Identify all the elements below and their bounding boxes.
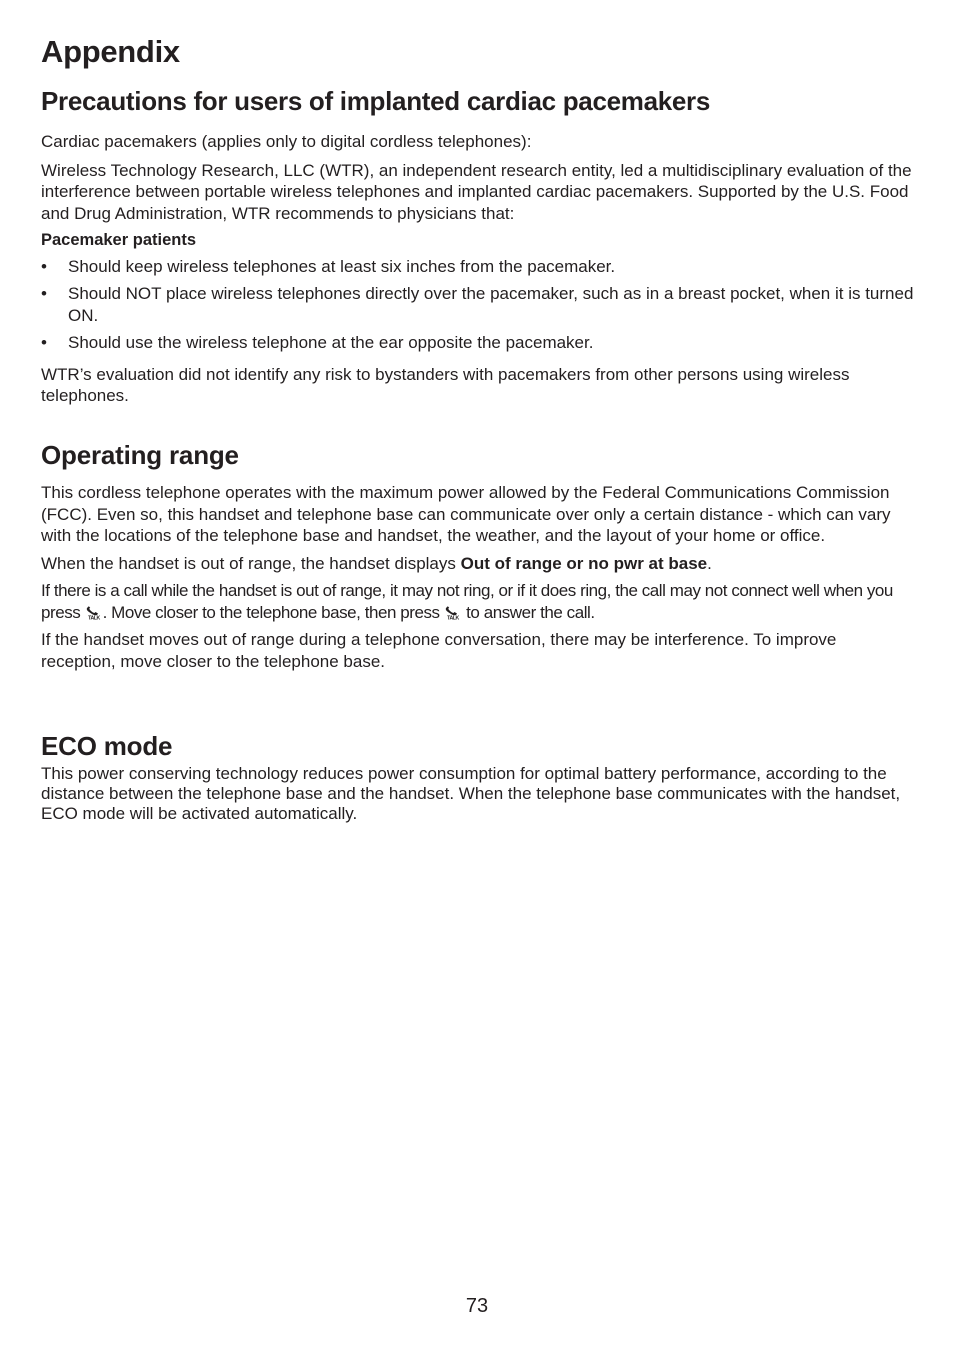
talk-key-icon xyxy=(85,604,103,618)
list-item-text: Should keep wireless telephones at least six inches from the pacemaker. xyxy=(68,256,616,276)
out-of-range-text: When the handset is out of range, the handset displays xyxy=(41,553,461,573)
talk-key-icon xyxy=(444,604,462,618)
operating-range-paragraph-1: This cordless telephone operates with the maximum power allowed by the Federal Communications Commission (FCC). Even so, this handset and telephone base can communicate over only a certain distance - which can vary with the locations of the telephone base and handset, the weather, and the layout of your home or office. xyxy=(41,483,891,545)
out-of-range-period: . xyxy=(707,553,712,573)
interference-paragraph: If the handset moves out of range during a telephone conversation, there may be interference. To improve reception, move closer to the telephone base. xyxy=(41,630,837,671)
call-text-part-2: . Move closer to the telephone base, then press xyxy=(102,602,444,622)
bullet-mark: • xyxy=(41,256,47,276)
pacemaker-closing: WTR’s evaluation did not identify any risk to bystanders with pacemakers from other persons using wireless telephones. xyxy=(41,364,850,405)
talk-key-glyph xyxy=(444,606,462,620)
pacemaker-intro: Cardiac pacemakers (applies only to digital cordless telephones): xyxy=(41,132,532,151)
eco-mode-section xyxy=(41,731,915,825)
pacemaker-section xyxy=(41,86,915,407)
talk-key-label: TALK xyxy=(447,615,459,620)
talk-key-glyph xyxy=(85,606,103,620)
out-of-range-paragraph xyxy=(41,553,915,575)
eco-mode-paragraph: This power conserving technology reduces power consumption for optimal battery performance, according to the distance between the telephone base and the handset. When the telephone base communicates with the handset, ECO mode will be activated automatically. xyxy=(41,764,901,824)
bullet-mark: • xyxy=(41,333,47,352)
pacemaker-bullet-list xyxy=(41,256,915,354)
page-title: Appendix xyxy=(41,34,180,69)
list-item xyxy=(41,332,915,354)
bullet-mark: • xyxy=(41,284,47,303)
display-message: Out of range or no pwr at base xyxy=(460,553,708,573)
call-text-part-1: If there is a call while the handset is out of range, it may not ring, or if it does ring, the call may not connect well when you press xyxy=(41,581,893,622)
pacemaker-paragraph: Wireless Technology Research, LLC (WTR), an independent research entity, led a multidisciplinary evaluation of the interference between portable wireless telephones and implanted cardiac pacemakers. Supported by the U.S. Food and Drug Administration, WTR recommends to physicians that: xyxy=(41,160,912,223)
list-item xyxy=(41,283,915,326)
list-item-text: Should use the wireless telephone at the ear opposite the pacemaker. xyxy=(68,333,594,352)
talk-key-label: TALK xyxy=(87,615,100,620)
eco-mode-heading: ECO mode xyxy=(41,731,173,761)
call-out-of-range-paragraph xyxy=(41,580,915,623)
pacemaker-subheading: Pacemaker patients xyxy=(41,231,197,249)
pacemaker-heading: Precautions for users of implanted cardiac pacemakers xyxy=(41,86,711,116)
list-item xyxy=(41,256,915,278)
page-number: 73 xyxy=(465,1295,489,1317)
operating-range-section xyxy=(41,440,915,672)
operating-range-heading: Operating range xyxy=(41,440,239,470)
call-text-part-3: to answer the call. xyxy=(461,602,595,622)
list-item-text: Should NOT place wireless telephones directly over the pacemaker, such as in a breast pocket, when it is turned ON. xyxy=(68,284,914,325)
